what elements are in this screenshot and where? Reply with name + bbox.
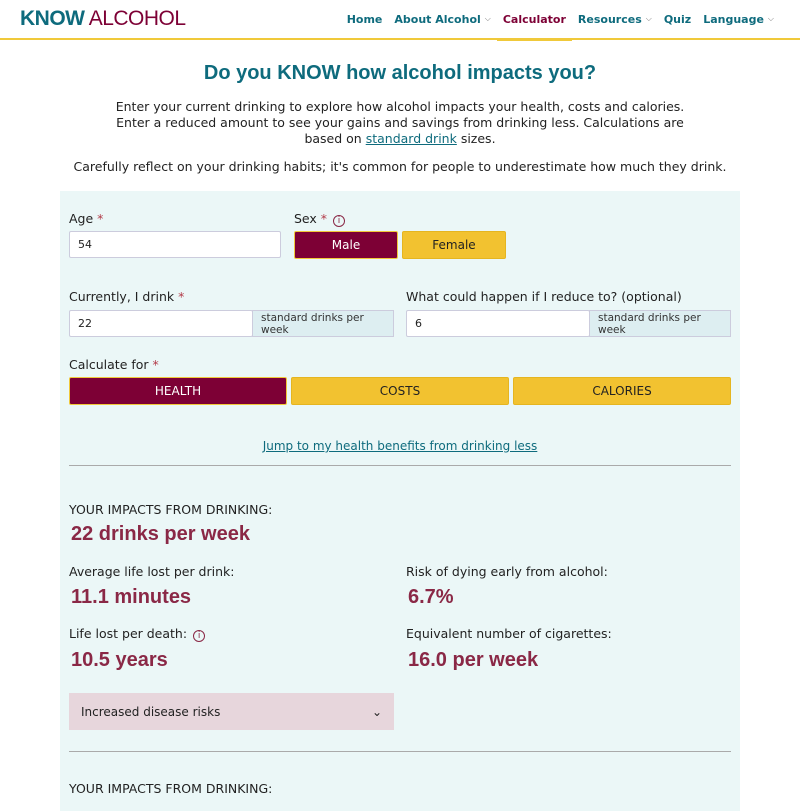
disease-risks-accordion[interactable]: Increased disease risks ⌄	[69, 693, 394, 730]
costs-tab[interactable]: COSTS	[291, 377, 509, 405]
divider	[69, 751, 731, 752]
chevron-down-icon: ⌵	[767, 14, 774, 23]
nav-home[interactable]: Home	[346, 12, 383, 26]
age-input[interactable]: 54	[69, 231, 281, 258]
info-icon[interactable]: i	[333, 215, 345, 227]
life-lost-value: 11.1 minutes	[71, 586, 192, 608]
logo[interactable]: KNOW ALCOHOL	[20, 7, 186, 30]
impacts-heading: YOUR IMPACTS FROM DRINKING:	[69, 502, 273, 517]
cigarettes-value: 16.0 per week	[408, 649, 539, 671]
divider	[69, 465, 731, 466]
current-drink-label: Currently, I drink *	[69, 289, 185, 304]
risk-value: 6.7%	[408, 586, 454, 608]
current-drinks-input[interactable]: 22	[69, 310, 253, 337]
reflect-text: Carefully reflect on your drinking habits; it's common for people to underestimate how much they drink.	[73, 159, 727, 174]
intro-text: Enter your current drinking to explore how alcohol impacts your health, costs and calories. Enter a reduced amount to see your gains and savings from drinking less. Calculations are based on standard drink sizes.	[115, 99, 685, 146]
age-label: Age *	[69, 211, 104, 226]
page-title: Do you KNOW how alcohol impacts you?	[203, 62, 597, 84]
nav-about-alcohol[interactable]: About Alcohol ⌵	[394, 12, 491, 26]
main-menu	[341, 0, 780, 39]
calculator-panel	[60, 191, 740, 811]
calculate-for-label: Calculate for *	[69, 357, 159, 372]
top-nav	[0, 0, 800, 40]
nav-language[interactable]: Language ⌵	[703, 12, 774, 26]
health-tab[interactable]: HEALTH	[69, 377, 287, 405]
nav-resources[interactable]: Resources ⌵	[577, 12, 652, 26]
chevron-down-icon: ⌵	[645, 14, 652, 23]
cigarettes-label: Equivalent number of cigarettes:	[406, 626, 612, 641]
male-button[interactable]: Male	[294, 231, 398, 259]
calories-tab[interactable]: CALORIES	[513, 377, 731, 405]
risk-label: Risk of dying early from alcohol:	[406, 564, 608, 579]
nav-quiz[interactable]: Quiz	[663, 12, 692, 26]
drinks-per-week: 22 drinks per week	[71, 523, 250, 545]
current-unit-label: standard drinks per week	[252, 310, 394, 337]
female-button[interactable]: Female	[402, 231, 506, 259]
info-icon[interactable]: i	[193, 630, 205, 642]
life-per-death-value: 10.5 years	[71, 649, 168, 671]
standard-drink-link[interactable]: standard drink	[365, 131, 457, 146]
reduce-unit-label: standard drinks per week	[589, 310, 731, 337]
chevron-down-icon: ⌵	[484, 14, 491, 23]
reduce-drinks-input[interactable]: 6	[406, 310, 590, 337]
chevron-down-icon: ⌄	[371, 704, 382, 719]
life-lost-label: Average life lost per drink:	[69, 564, 235, 579]
impacts-heading-2: YOUR IMPACTS FROM DRINKING:	[69, 781, 273, 796]
sex-label: Sex * i	[294, 211, 345, 227]
life-per-death-label: Life lost per death: i	[69, 626, 205, 642]
jump-to-benefits-link[interactable]: Jump to my health benefits from drinking less	[262, 439, 538, 453]
nav-calculator[interactable]: Calculator	[497, 0, 572, 39]
reduce-label: What could happen if I reduce to? (optional)	[406, 289, 682, 304]
